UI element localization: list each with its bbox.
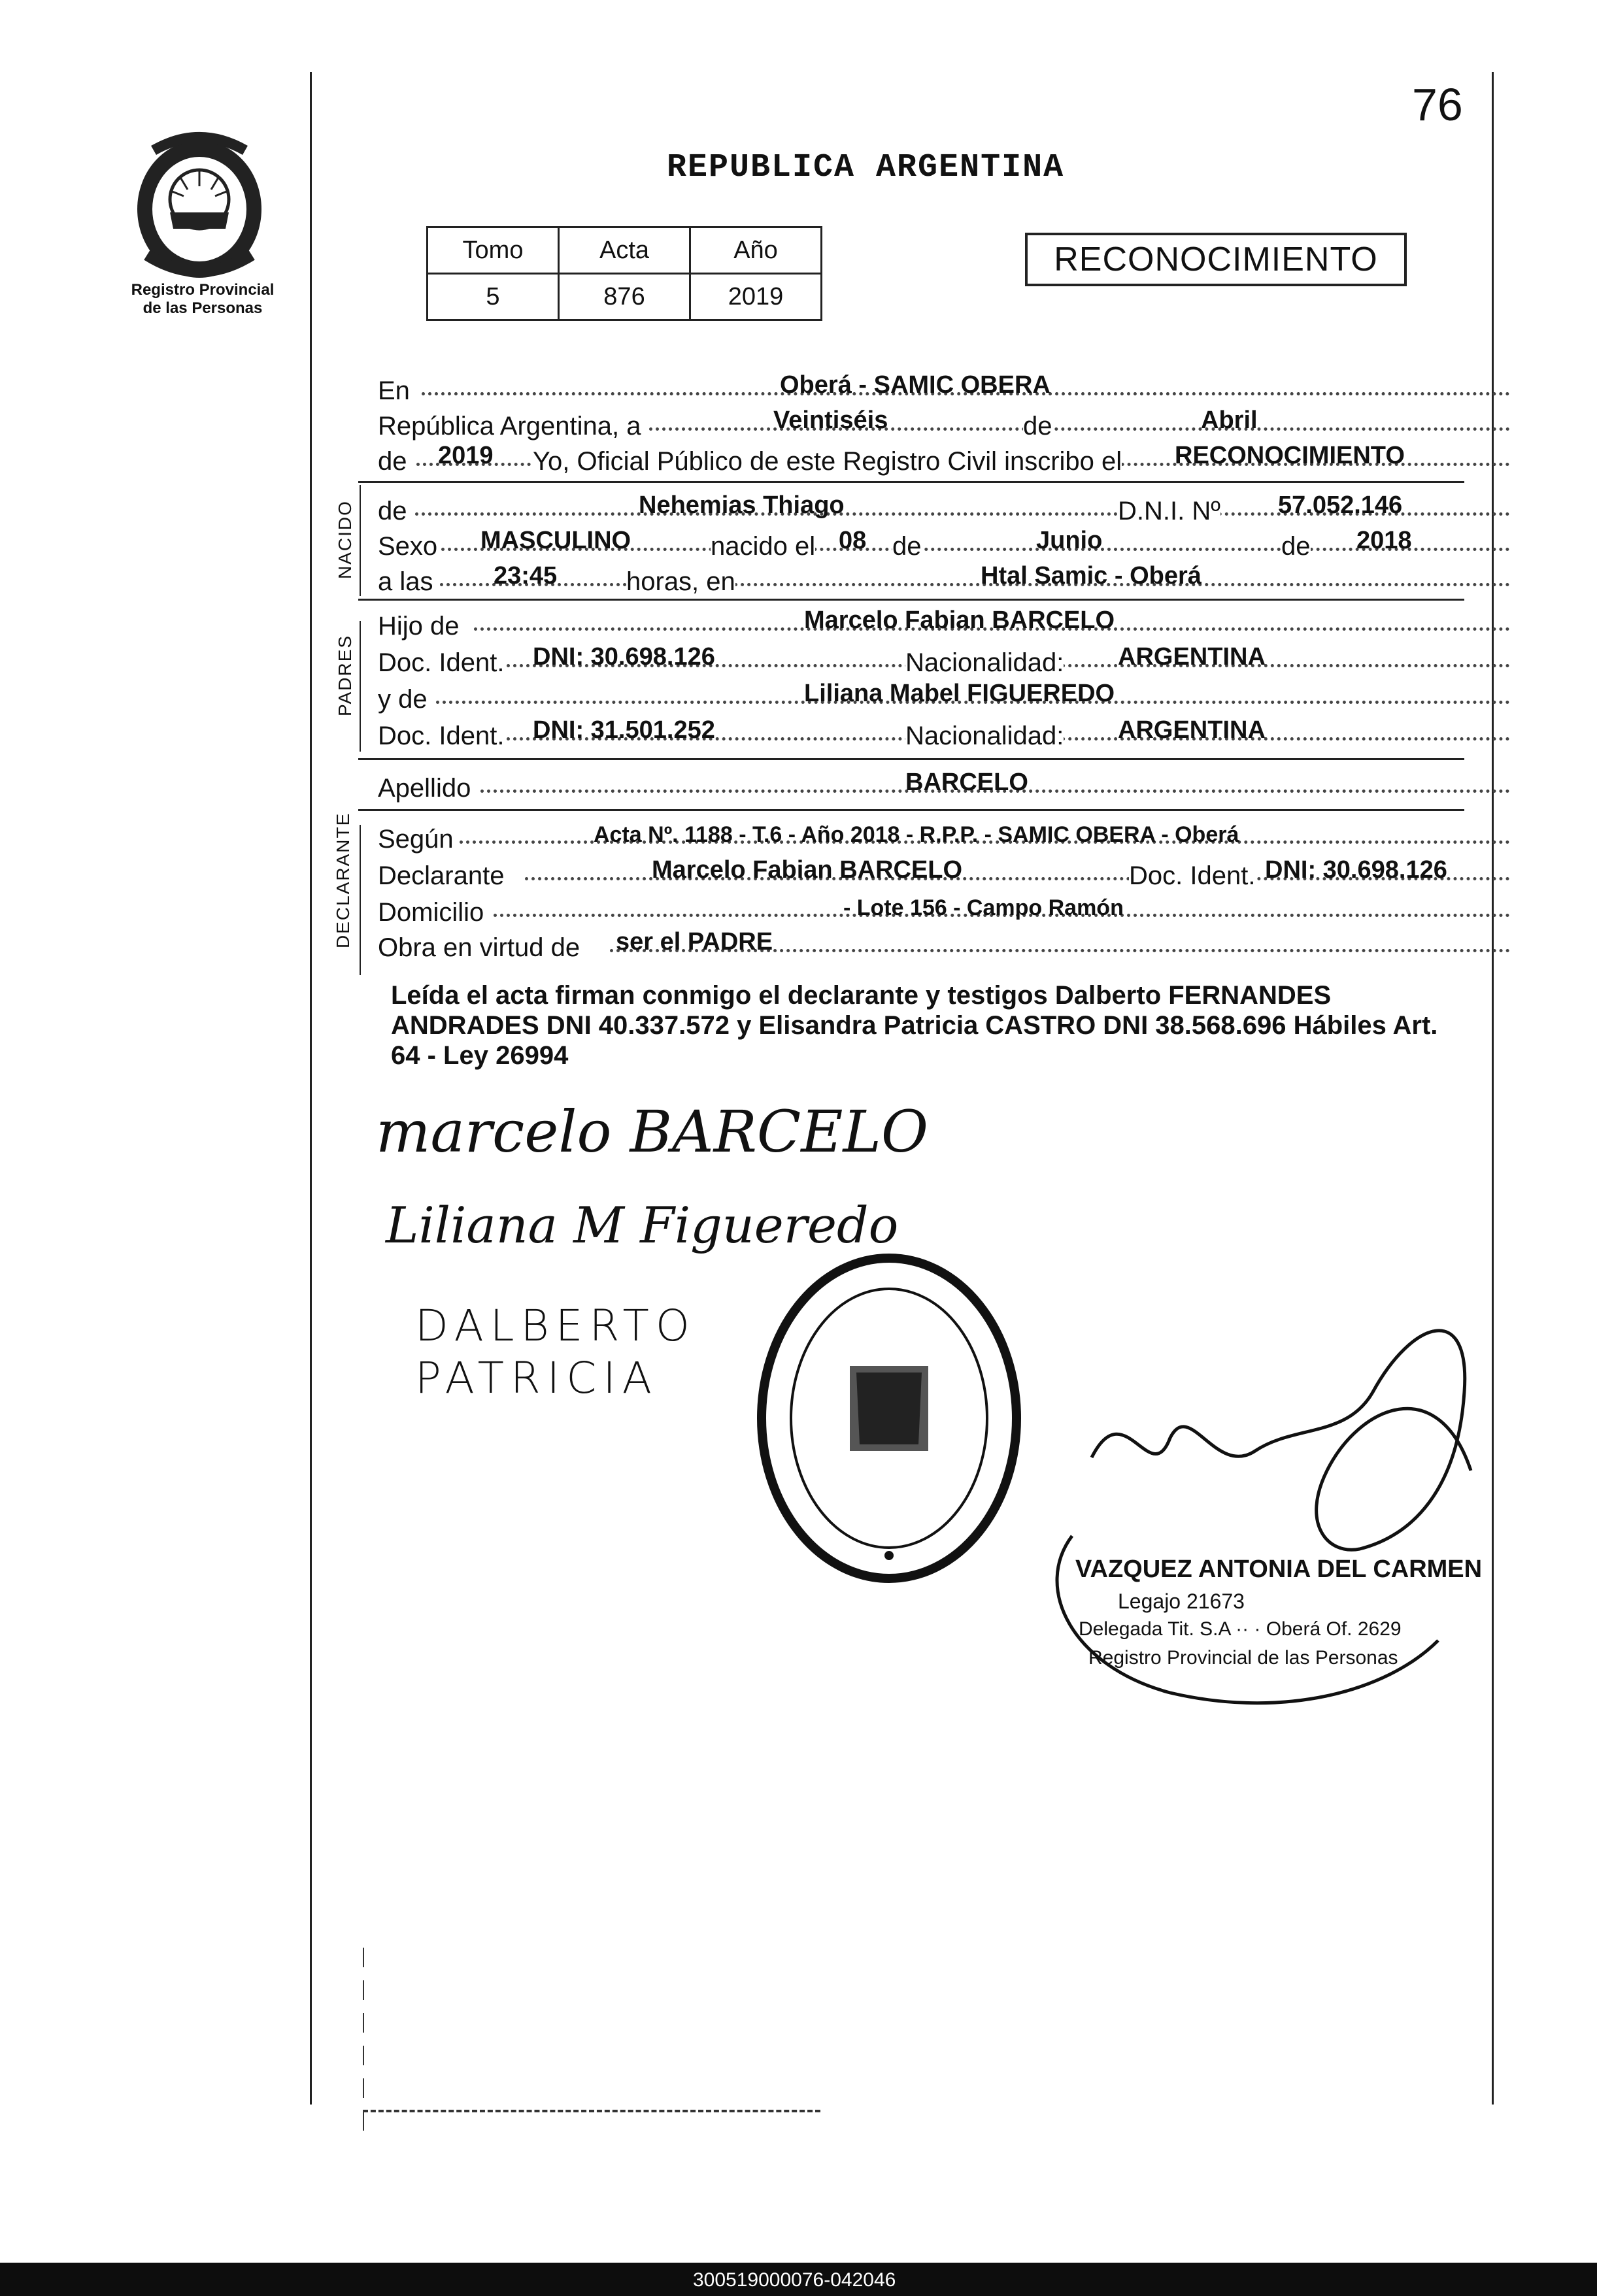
label-declarante: Declarante [378, 861, 505, 890]
table-header: Año [690, 227, 822, 274]
province-seal-logo [127, 124, 271, 281]
value-madre: Liliana Mabel FIGUEREDO [804, 680, 1115, 707]
value-nac-anio: 2018 [1356, 527, 1412, 554]
value-declarante: Marcelo Fabian BARCELO [652, 856, 963, 884]
label-y-de: y de [378, 685, 428, 714]
label-apellido: Apellido [378, 774, 471, 803]
value-nac-dia: 08 [839, 527, 867, 554]
value-domicilio: - Lote 156 - Campo Ramón [843, 895, 1124, 920]
table-header: Acta [559, 227, 690, 274]
label-de3: de [892, 532, 922, 561]
value-apellido: BARCELO [905, 769, 1028, 796]
logo-caption [98, 281, 307, 318]
side-label-padres: PADRES [335, 634, 355, 716]
separator [358, 481, 1464, 483]
logo-caption-line2: de las Personas [143, 299, 263, 317]
label-oficial: Yo, Oficial Público de este Registro Civil inscribo el [533, 447, 1122, 476]
label-sexo: Sexo [378, 532, 438, 561]
table-cell: 5 [428, 274, 559, 320]
official-role: Delegada Tit. S.A ·· · Oberá Of. 2629 [1079, 1618, 1402, 1640]
official-legajo: Legajo 21673 [1118, 1589, 1245, 1613]
value-anio: 2019 [438, 442, 494, 469]
label-de4: de [1281, 532, 1311, 561]
value-acto: RECONOCIMIENTO [1175, 442, 1405, 469]
page-title: REPUBLICA ARGENTINA [667, 149, 1065, 186]
value-segun: Acta Nº. 1188 - T.6 - Año 2018 - R.P.P. - SAMIC OBERA - Oberá [594, 822, 1239, 847]
separator [358, 809, 1464, 811]
signature-testigo-1: DALBERTO [415, 1301, 696, 1351]
label-a-las: a las [378, 567, 433, 596]
separator [358, 758, 1464, 760]
side-label-declarante: DECLARANTE [333, 812, 353, 948]
value-mes: Abril [1201, 407, 1258, 434]
table-cell: 876 [559, 274, 690, 320]
value-dni: 57.052.146 [1278, 491, 1403, 519]
label-horas-en: horas, en [626, 567, 735, 596]
official-name: VAZQUEZ ANTONIA DEL CARMEN [1075, 1556, 1483, 1583]
value-nombre: Nehemias Thiago [639, 491, 845, 519]
value-sexo: MASCULINO [480, 527, 631, 554]
label-domicilio: Domicilio [378, 898, 484, 927]
value-lugar-nac: Htal Samic - Oberá [981, 562, 1202, 590]
signature-madre: Liliana M Figueredo [386, 1196, 899, 1254]
statement-paragraph: Leída el acta firman conmigo el declarante y testigos Dalberto FERNANDES ANDRADES DNI 40.337.572 y Elisandra Patricia CASTRO DNI 38.568.696 Hábiles Art. 64 - Ley 26994 [391, 981, 1438, 1070]
label-nacionalidad: Nacionalidad: [905, 722, 1064, 750]
footer-bar [0, 2263, 1597, 2296]
label-doc-ident: Doc. Ident. [1129, 861, 1256, 890]
side-label-nacido: NACIDO [335, 500, 355, 579]
value-padre-nac: ARGENTINA [1118, 643, 1266, 671]
document-type-box: RECONOCIMIENTO [1025, 233, 1407, 286]
reference-table [426, 226, 822, 321]
table-cell: 2019 [690, 274, 822, 320]
separator [358, 599, 1464, 601]
official-signature [1020, 1274, 1490, 1706]
label-en: En [378, 376, 410, 405]
value-declarante-doc: DNI: 30.698.126 [1265, 856, 1447, 884]
section-bracket-line [360, 485, 361, 596]
label-nacionalidad: Nacionalidad: [905, 648, 1064, 677]
label-republica: República Argentina, a [378, 412, 641, 441]
value-nac-mes: Junio [1036, 527, 1103, 554]
value-lugar: Oberá - SAMIC OBERA [780, 371, 1051, 399]
label-obra: Obra en virtud de [378, 933, 580, 962]
value-hora: 23:45 [494, 562, 558, 590]
value-madre-doc: DNI: 31.501.252 [533, 716, 715, 744]
label-nacido-el: nacido el [711, 532, 816, 561]
official-stamp [752, 1248, 1026, 1588]
value-padre: Marcelo Fabian BARCELO [804, 607, 1115, 634]
label-de-nombre: de [378, 497, 407, 525]
value-padre-doc: DNI: 30.698.126 [533, 643, 715, 671]
table-header: Tomo [428, 227, 559, 274]
label-doc-ident: Doc. Ident. [378, 722, 505, 750]
section-bracket-line [360, 621, 361, 752]
label-segun: Según [378, 825, 454, 854]
logo-caption-line1: Registro Provincial [131, 281, 275, 299]
right-border-line [1492, 72, 1494, 2105]
label-dni: D.N.I. Nº [1118, 497, 1220, 525]
label-de: de [1023, 412, 1052, 441]
footer-code: 300519000076-042046 [693, 2269, 896, 2291]
page-number: 76 [1412, 79, 1463, 130]
value-dia: Veintiséis [773, 407, 888, 434]
section-bracket-line [360, 825, 361, 975]
left-border-line [310, 72, 312, 2105]
dashed-vertical-line [363, 1948, 364, 2131]
label-doc-ident: Doc. Ident. [378, 648, 505, 677]
official-org: Registro Provincial de las Personas [1088, 1647, 1398, 1669]
label-de2: de [378, 447, 407, 476]
label-hijo-de: Hijo de [378, 612, 460, 641]
signature-testigo-2: PATRICIA [415, 1353, 658, 1403]
signature-declarante: marcelo BARCELO [376, 1098, 929, 1165]
dashed-line [363, 2110, 820, 2112]
value-madre-nac: ARGENTINA [1118, 716, 1266, 744]
value-obra: ser el PADRE [616, 928, 773, 956]
